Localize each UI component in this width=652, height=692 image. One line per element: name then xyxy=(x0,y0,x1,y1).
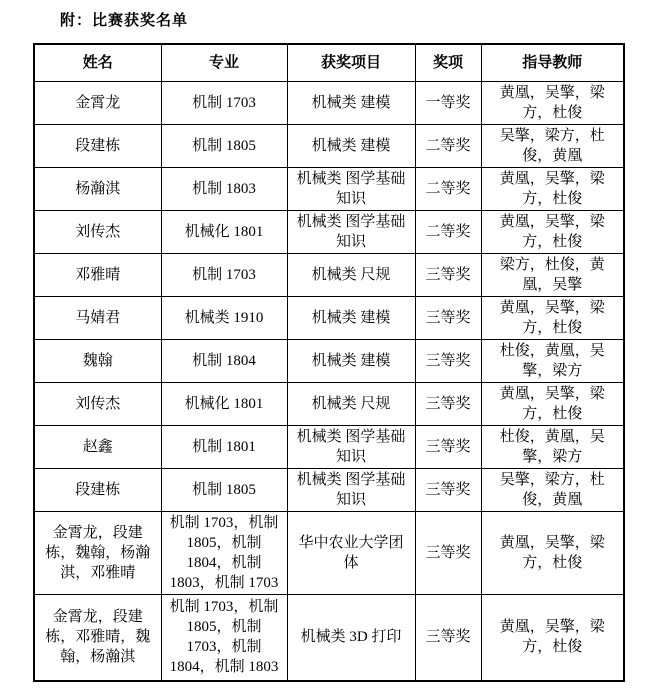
cell-project: 机械类 建模 xyxy=(287,125,415,168)
column-header-project: 获奖项目 xyxy=(287,44,415,82)
cell-award: 三等奖 xyxy=(415,383,481,426)
cell-major: 机制 1805 xyxy=(161,469,287,512)
cell-name: 段建栋 xyxy=(34,469,161,512)
cell-advisors: 黄凰，吴擎，梁方，杜俊 xyxy=(481,211,624,254)
cell-advisors: 黄凰，吴擎，梁方，杜俊 xyxy=(481,595,624,681)
cell-name: 赵鑫 xyxy=(34,426,161,469)
cell-advisors: 黄凰，吴擎，梁方，杜俊 xyxy=(481,512,624,595)
cell-name: 金霄龙 xyxy=(34,82,161,125)
cell-award: 三等奖 xyxy=(415,426,481,469)
cell-project: 机械类 图学基础知识 xyxy=(287,426,415,469)
cell-project: 机械类 尺规 xyxy=(287,383,415,426)
cell-major: 机械化 1801 xyxy=(161,211,287,254)
cell-advisors: 黄凰，吴擎，梁方，杜俊 xyxy=(481,383,624,426)
award-table xyxy=(33,43,625,682)
cell-project: 机械类 建模 xyxy=(287,82,415,125)
table-row xyxy=(34,82,624,125)
cell-advisors: 黄凰，吴擎，梁方，杜俊 xyxy=(481,168,624,211)
cell-award: 二等奖 xyxy=(415,125,481,168)
cell-name: 金霄龙，段建栋，邓雅晴，魏翰，杨瀚淇 xyxy=(34,595,161,681)
cell-advisors: 黄凰，吴擎，梁方，杜俊 xyxy=(481,82,624,125)
table-row xyxy=(34,426,624,469)
cell-advisors: 吴擎，梁方，杜俊，黄凰 xyxy=(481,469,624,512)
column-header-advisors: 指导教师 xyxy=(481,44,624,82)
column-header-name: 姓名 xyxy=(34,44,161,82)
cell-major: 机制 1805 xyxy=(161,125,287,168)
cell-name: 魏翰 xyxy=(34,340,161,383)
cell-major: 机制 1804 xyxy=(161,340,287,383)
header-row xyxy=(34,44,624,82)
cell-award: 二等奖 xyxy=(415,211,481,254)
cell-project: 机械类 尺规 xyxy=(287,254,415,297)
cell-advisors: 吴擎，梁方，杜俊，黄凰 xyxy=(481,125,624,168)
cell-major: 机械化 1801 xyxy=(161,383,287,426)
cell-award: 三等奖 xyxy=(415,254,481,297)
table-row xyxy=(34,211,624,254)
cell-name: 刘传杰 xyxy=(34,211,161,254)
cell-name: 杨瀚淇 xyxy=(34,168,161,211)
cell-major: 机制 1703，机制 1805，机制 1804，机制 1803，机制 1703 xyxy=(161,512,287,595)
cell-major: 机制 1703，机制 1805，机制 1703，机制 1804，机制 1803 xyxy=(161,595,287,681)
cell-major: 机械类 1910 xyxy=(161,297,287,340)
cell-name: 邓雅晴 xyxy=(34,254,161,297)
column-header-award: 奖项 xyxy=(415,44,481,82)
cell-project: 机械类 图学基础知识 xyxy=(287,168,415,211)
table-row xyxy=(34,168,624,211)
cell-name: 段建栋 xyxy=(34,125,161,168)
table-row xyxy=(34,125,624,168)
cell-award: 三等奖 xyxy=(415,512,481,595)
cell-award: 一等奖 xyxy=(415,82,481,125)
cell-award: 三等奖 xyxy=(415,297,481,340)
table-row xyxy=(34,340,624,383)
cell-major: 机制 1801 xyxy=(161,426,287,469)
cell-award: 三等奖 xyxy=(415,595,481,681)
cell-name: 刘传杰 xyxy=(34,383,161,426)
cell-project: 机械类 图学基础知识 xyxy=(287,211,415,254)
cell-major: 机制 1703 xyxy=(161,82,287,125)
column-header-major: 专业 xyxy=(161,44,287,82)
page-title: 附：比赛获奖名单 xyxy=(60,12,189,29)
cell-project: 机械类 建模 xyxy=(287,297,415,340)
cell-project: 华中农业大学团体 xyxy=(287,512,415,595)
cell-project: 机械类 3D 打印 xyxy=(287,595,415,681)
table-row xyxy=(34,512,624,595)
cell-award: 二等奖 xyxy=(415,168,481,211)
cell-advisors: 梁方，杜俊，黄凰，吴擎 xyxy=(481,254,624,297)
table-row xyxy=(34,383,624,426)
cell-name: 马婧君 xyxy=(34,297,161,340)
table-row xyxy=(34,297,624,340)
cell-award: 三等奖 xyxy=(415,340,481,383)
table-row xyxy=(34,469,624,512)
table-row xyxy=(34,595,624,681)
cell-major: 机制 1703 xyxy=(161,254,287,297)
cell-major: 机制 1803 xyxy=(161,168,287,211)
cell-project: 机械类 图学基础知识 xyxy=(287,469,415,512)
cell-advisors: 杜俊，黄凰，吴擎，梁方 xyxy=(481,426,624,469)
cell-advisors: 杜俊，黄凰，吴擎，梁方 xyxy=(481,340,624,383)
cell-advisors: 黄凰，吴擎，梁方，杜俊 xyxy=(481,297,624,340)
table-row xyxy=(34,254,624,297)
cell-award: 三等奖 xyxy=(415,469,481,512)
cell-name: 金霄龙，段建栋，魏翰，杨瀚淇，邓雅晴 xyxy=(34,512,161,595)
cell-project: 机械类 建模 xyxy=(287,340,415,383)
